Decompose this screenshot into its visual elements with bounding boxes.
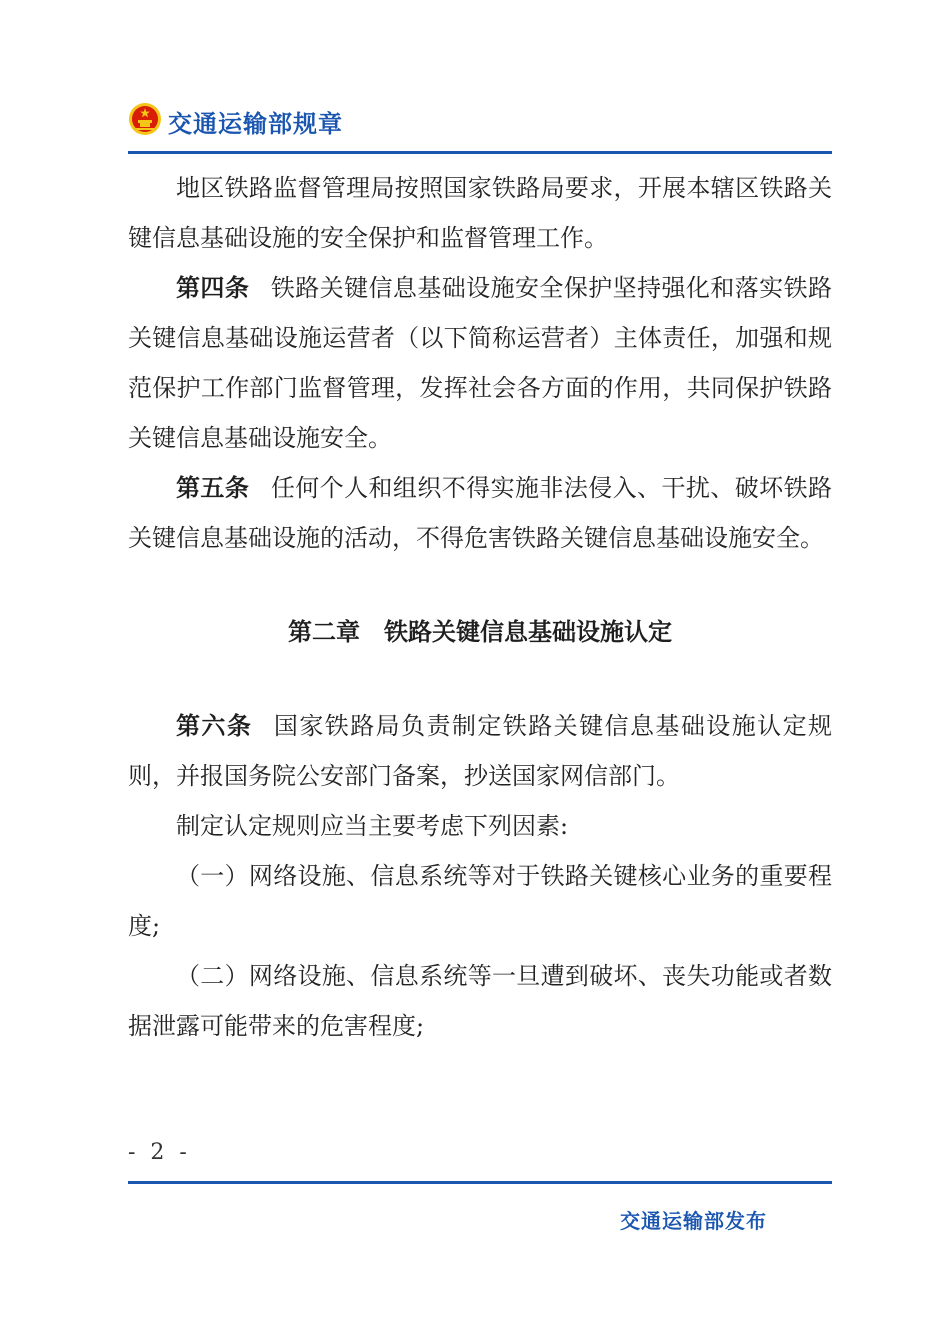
- footer-publisher: 交通运输部发布: [620, 1209, 767, 1233]
- header-title: 交通运输部规章: [168, 110, 343, 138]
- article-4-label: 第四条: [176, 274, 250, 302]
- article-4: [128, 263, 832, 463]
- national-emblem-icon: [128, 102, 162, 136]
- factor-item-1: （一）网络设施、信息系统等对于铁路关键核心业务的重要程度;: [128, 862, 832, 940]
- footer-divider: [128, 1181, 832, 1184]
- paragraph-continuation: 地区铁路监督管理局按照国家铁路局要求，开展本辖区铁路关键信息基础设施的安全保护和监督管理工作。: [128, 174, 832, 252]
- chapter-heading: 第二章 铁路关键信息基础设施认定: [288, 618, 672, 646]
- header-divider: [128, 151, 832, 154]
- article-5: [128, 463, 832, 563]
- article-4-text: 铁路关键信息基础设施安全保护坚持强化和落实铁路关键信息基础设施运营者（以下简称运营者）主体责任，加强和规范保护工作部门监督管理，发挥社会各方面的作用，共同保护铁路关键信息基础设施安全。: [128, 274, 832, 452]
- article-6-text: 国家铁路局负责制定铁路关键信息基础设施认定规则，并报国务院公安部门备案，抄送国家网信部门。: [128, 712, 833, 790]
- article-6: [128, 701, 832, 801]
- factors-intro: 制定认定规则应当主要考虑下列因素:: [176, 812, 569, 840]
- article-5-text: 任何个人和组织不得实施非法侵入、干扰、破坏铁路关键信息基础设施的活动，不得危害铁路关键信息基础设施安全。: [128, 474, 832, 552]
- document-body: [128, 163, 832, 1051]
- article-5-label: 第五条: [176, 474, 250, 502]
- factor-item-2: （二）网络设施、信息系统等一旦遭到破坏、丧失功能或者数据泄露可能带来的危害程度;: [128, 962, 832, 1040]
- article-6-label: 第六条: [176, 712, 253, 740]
- page-header: [128, 100, 832, 148]
- page-number: - 2 -: [128, 1140, 191, 1165]
